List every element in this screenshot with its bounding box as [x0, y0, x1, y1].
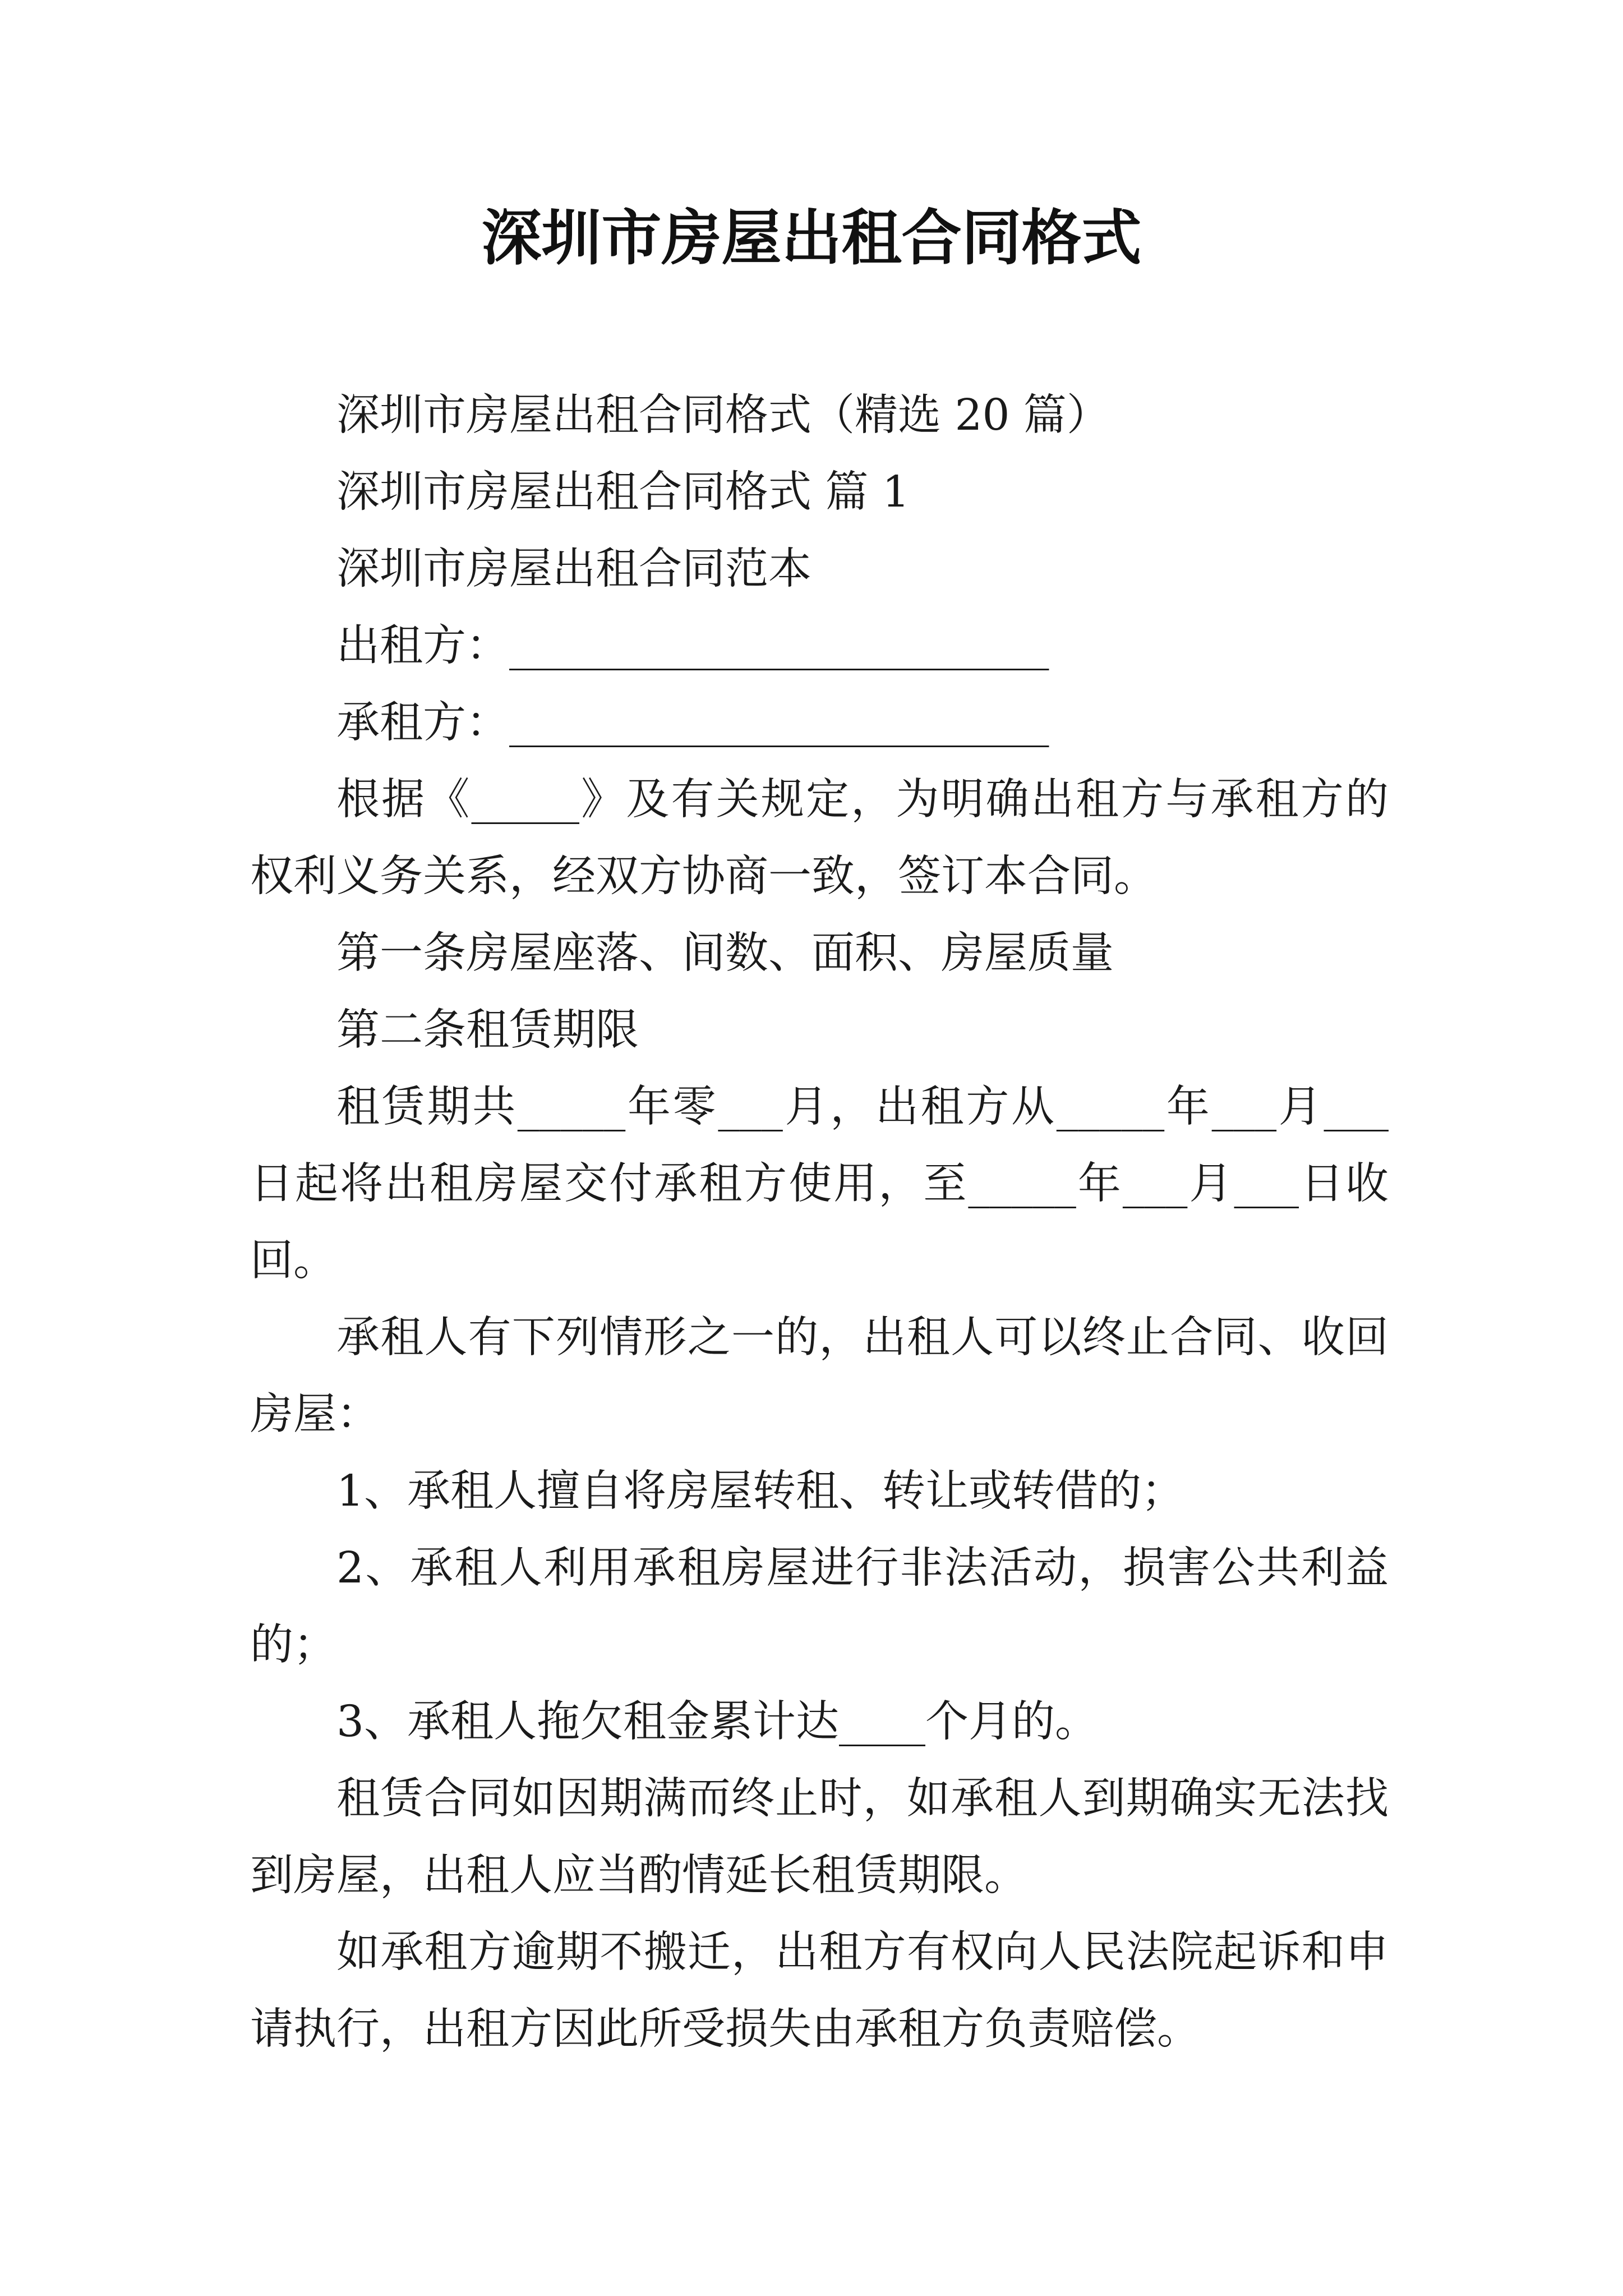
- article-two-heading: 第二条租赁期限: [336, 1005, 639, 1055]
- lessee-field: 承租方：_________________________: [336, 698, 1049, 748]
- condition-item-2: 2、承租人利用承租房屋进行非法活动，损害公共利益的；: [250, 1543, 1389, 1670]
- termination-conditions-paragraph: 承租人有下列情形之一的，出租人可以终止合同、收回房屋：: [250, 1313, 1389, 1439]
- lessor-field: 出租方：_________________________: [336, 621, 1049, 671]
- section-heading: 深圳市房屋出租合同格式 篇 1: [336, 467, 910, 517]
- document-title: 深圳市房屋出租合同格式: [481, 203, 1142, 273]
- expiry-extension-paragraph: 租赁合同如因期满而终止时，如承租人到期确实无法找到房屋，出租人应当酌情延长租赁期限。: [250, 1774, 1389, 1901]
- preamble-paragraph: 根据《_____》及有关规定，为明确出租方与承租方的权利义务关系，经双方协商一致，签订本合同。: [250, 775, 1389, 901]
- document-body: [250, 377, 1389, 2068]
- template-title: 深圳市房屋出租合同范本: [336, 544, 811, 594]
- article-one-heading: 第一条房屋座落、间数、面积、房屋质量: [336, 928, 1114, 978]
- condition-item-3: 3、承租人拖欠租金累计达____个月的。: [336, 1697, 1098, 1747]
- overstay-liability-paragraph: 如承租方逾期不搬迁，出租方有权向人民法院起诉和申请执行，出租方因此所受损失由承租方负责赔偿。: [250, 1927, 1389, 2054]
- collection-title: 深圳市房屋出租合同格式（精选 20 篇）: [336, 390, 1110, 440]
- condition-item-1: 1、承租人擅自将房屋转租、转让或转借的；: [336, 1466, 1184, 1516]
- lease-term-paragraph: 租赁期共_____年零___月，出租方从_____年___月___日起将出租房屋交付承租方使用，至_____年___月___日收回。: [250, 1082, 1389, 1286]
